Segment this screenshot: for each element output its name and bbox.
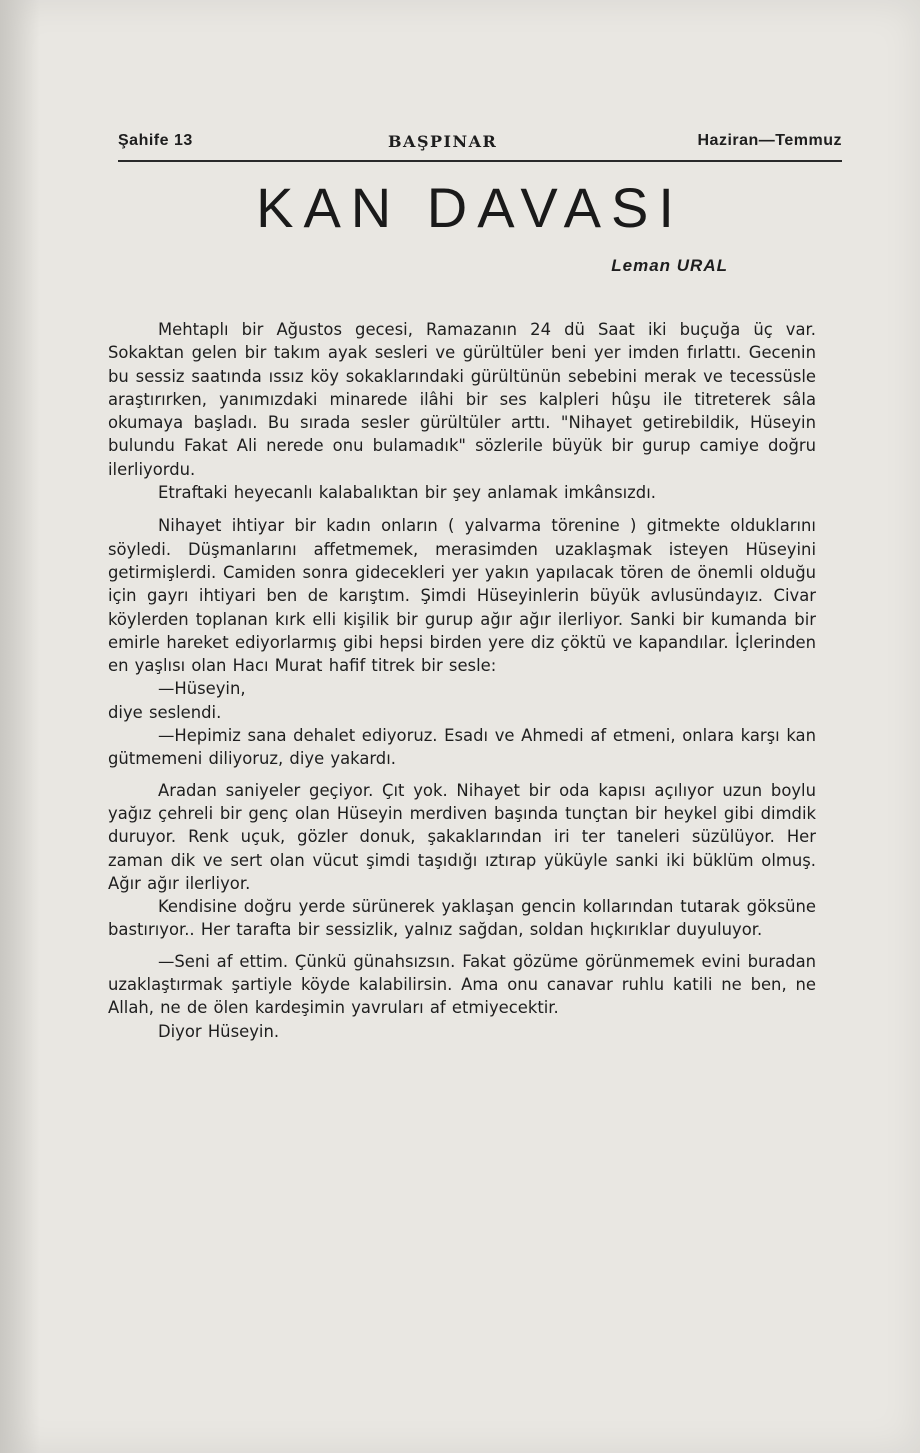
paragraph: —Seni af ettim. Çünkü günahsızsın. Fakat gözüme görünmemek evini buradan uzaklaştırmak şartiyle köyde kalabilirsin. Ama onu canavar ruhlu katili ne ben, ne Allah, ne de ölen kardeşimin yavruları af etmiyecektir. bbox=[108, 951, 816, 1018]
page-number: Şahife 13 bbox=[118, 132, 193, 149]
article-title: KAN DAVASI bbox=[256, 176, 684, 239]
paragraph: Aradan saniyeler geçiyor. Çıt yok. Nihayet bir oda kapısı açılıyor uzun boylu yağız çehreli bir genç olan Hüseyin merdiven başında tunçtan bir heykel gibi dimdik duruyor. Renk uçuk, gözler donuk, şakaklarından iri ter taneleri süzülüyor. Her zaman dik ve sert olan vücut şimdi taşıdığı ıztırap yüküyle sanki iki büklüm olmuş. Ağır ağır ilerliyor. bbox=[108, 780, 816, 893]
journal-name: BAŞPINAR bbox=[388, 132, 498, 151]
paragraph: Mehtaplı bir Ağustos gecesi, Ramazanın 24 dü Saat iki buçuğa üç var. Sokaktan gelen bir takım ayak sesleri ve gürültüler beni yer imden fırlattı. Gecenin bu sessiz saatında ıssız köy sokaklarındaki gürültünün sebebini merak ve tecessüsle araştırırken, yanımızdaki minarede ilâhi bir ses kalpleri hûşu ile titreterek sâla okumaya başladı. Bu sırada sesler gürültüler arttı. "Nihayet getirebildik, Hüseyin bulundu Fakat Ali nerede onu bulamadık" sözlerile büyük bir gurup camiye doğru ilerliyordu. bbox=[108, 320, 816, 479]
paragraph: Etraftaki heyecanlı kalabalıktan bir şey anlamak imkânsızdı. bbox=[158, 483, 656, 503]
issue-date: Haziran—Temmuz bbox=[697, 132, 842, 149]
paragraph: Kendisine doğru yerde sürünerek yaklaşan gencin kollarından tutarak göksüne bastırıyor.. Her tarafta bir sessizlik, yalnız sağdan, soldan hıçkırıklar duyuluyor. bbox=[108, 897, 816, 940]
article-author: Leman URAL bbox=[611, 256, 728, 275]
paragraph: diye seslendi. bbox=[108, 702, 222, 722]
paragraph: Nihayet ihtiyar bir kadın onların ( yalvarma törenine ) gitmekte olduklarını söyledi. Düşmanlarını affetmemek, merasimden uzaklaşmak isteyen Hüseyini getirmişlerdi. Camiden sonra gidecekleri yer yakın yapılacak tören de önemli olduğu için gayrı ihtiyari ben de karıştım. Şimdi Hüseyinlerin büyük avlusündayız. Civar köylerden toplanan kırk elli kişilik bir gurup ağır ağır ilerliyor. Sanki bir kumanda bir emirle hareket ediyorlarmış gibi hepsi birden yere diz çöktü ve kapandılar. İçlerinden en yaşlısı olan Hacı Murat hafif titrek bir sesle: bbox=[108, 516, 816, 676]
paragraph: Diyor Hüseyin. bbox=[158, 1021, 280, 1041]
article-body bbox=[108, 318, 816, 1043]
paragraph: —Hüseyin, bbox=[158, 679, 246, 699]
paragraph: —Hepimiz sana dehalet ediyoruz. Esadı ve Ahmedi af etmeni, onlara karşı kan gütmemeni diliyoruz, diye yakardı. bbox=[108, 726, 816, 769]
page-header bbox=[118, 130, 842, 162]
